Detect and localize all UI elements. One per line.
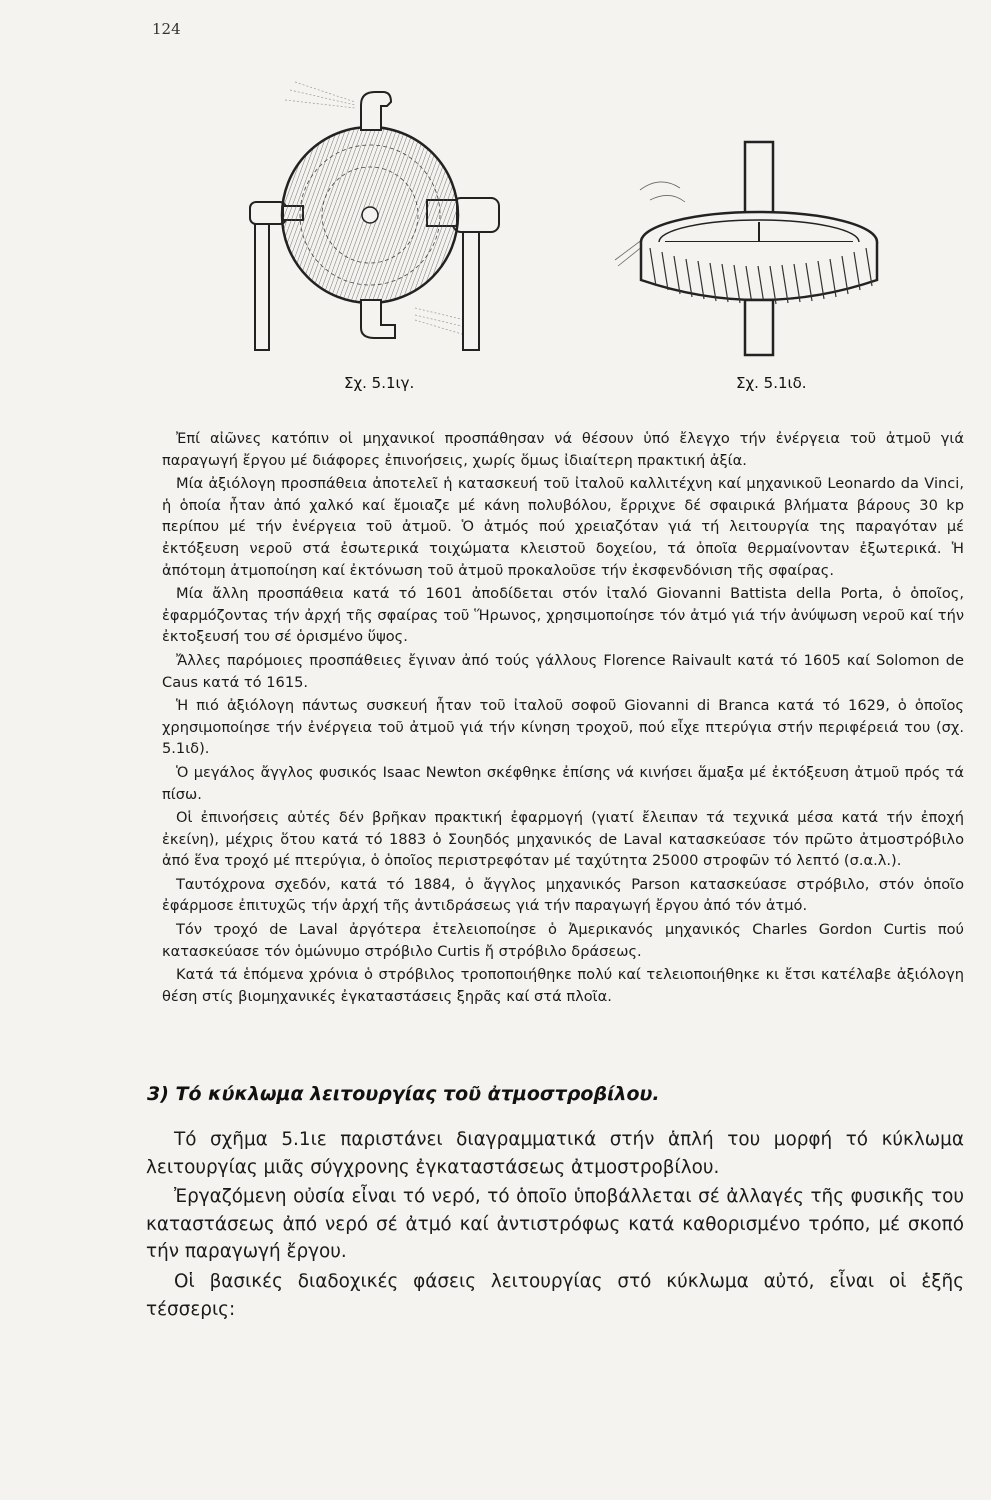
- paragraph: Μία ἄλλη προσπάθεια κατά τό 1601 ἀποδίδεται στόν ἰταλό Giovanni Battista della Porta, ὁ ὁποῖος, ἐφαρμόζοντας τήν ἀρχή τῆς σφαίρας τοῦ Ἥρωνος, χρησιμοποίησε τόν ἀτμό γιά τήν ἀνύψωση νεροῦ καί τήν ἐκτοξευσή του σέ ὁρισμένο ὕψος.: [162, 585, 964, 646]
- section-heading: 3) Τό κύκλωμα λειτουργίας τοῦ ἀτμοστροβίλου.: [147, 1083, 660, 1105]
- paragraph: Κατά τά ἑπόμενα χρόνια ὁ στρόβιλος τροποποιήθηκε πολύ καί τελειοποιήθηκε κι ἔτσι κατέλαβε ἀξιόλογη θέση στίς βιομηχανικές ἐγκαταστάσεις ξηρᾶς καί στά πλοῖα.: [162, 966, 964, 1005]
- intro-text: [162, 428, 964, 1009]
- page-number: 124: [152, 20, 181, 38]
- figure-caption: Σχ. 5.1ιδ.: [736, 374, 807, 392]
- figure-aeolipile: [235, 70, 535, 370]
- paragraph: Ἄλλες παρόμοιες προσπάθειες ἔγιναν ἀπό τούς γάλλους Florence Raivault κατά τό 1605 καί Solomon de Caus κατά τό 1615.: [162, 651, 964, 691]
- figure-caption: Σχ. 5.1ιγ.: [344, 374, 415, 392]
- section-text: [146, 1126, 964, 1325]
- paragraph: Τόν τροχό de Laval ἀργότερα ἐτελειοποίησε ὁ Ἀμερικανός μηχανικός Charles Gordon Curtis πού κατασκεύασε τόν ὁμώνυμο στρόβιλο Curtis ἤ στρόβιλο δράσεως.: [162, 921, 964, 960]
- paragraph: Ἐπί αἰῶνες κατόπιν οἱ μηχανικοί προσπάθησαν νά θέσουν ὑπό ἔλεγχο τήν ἐνέργεια τοῦ ἀτμοῦ γιά παραγωγή ἔργου μέ διάφορες ἐπινοήσεις, χωρίς ὅμως ἰδιαίτερη πρακτική ἀξία.: [162, 430, 964, 469]
- paragraph: Ἐργαζόμενη οὐσία εἶναι τό νερό, τό ὁποῖο ὑποβάλλεται σέ ἀλλαγές τῆς φυσικῆς του καταστάσεως ἀπό νερό σέ ἀτμό καί ἀντιστρόφως κατά καθορισμένο τρόπο, μέ σκοπό τήν παραγωγή ἔργου.: [146, 1186, 964, 1263]
- paragraph: Ἡ πιό ἀξιόλογη πάντως συσκευή ἦταν τοῦ ἰταλοῦ σοφοῦ Giovanni di Branca κατά τό 1629, ὁ ὁποῖος χρησιμοποίησε τήν ἐνέργεια τοῦ ἀτμοῦ γιά τήν κίνηση τροχοῦ, πού εἶχε πτερύγια στήν περιφέρειά του (σχ. 5.1ιδ).: [162, 697, 964, 758]
- figure-branca-wheel: [610, 130, 920, 370]
- paragraph: Μία ἀξιόλογη προσπάθεια ἀποτελεῖ ἡ κατασκευή τοῦ ἰταλοῦ καλλιτέχνη καί μηχανικοῦ Leonardo da Vinci, ἡ ὁποία ἦταν ἀπό χαλκό καί ἔμοιαζε μέ κάνη πολυβόλου, ἔρριχνε δέ σφαιρικά βλήματα βάρους 30 kp περίπου μέ τήν ἐνέργεια τοῦ ἀτμοῦ. Ὁ ἀτμός πού χρειαζόταν γιά τή λειτουργία της παραγόταν μέ ἐκτόξευση νεροῦ στά ἐσωτερικά τοιχώματα κλειστοῦ δοχείου, τά ὁποῖα θερμαίνονταν ἐξωτερικά. Ἡ ἀπότομη ἀτμοποίηση καί ἐκτόνωση τοῦ ἀτμοῦ προκαλοῦσε τήν ἐκσφενδόνιση τῆς σφαίρας.: [162, 475, 964, 579]
- paragraph: Τό σχῆμα 5.1ιε παριστάνει διαγραμματικά στήν ἁπλή του μορφή τό κύκλωμα λειτουργίας μιᾶς σύγχρονης ἐγκαταστάσεως ἀτμοστροβίλου.: [146, 1129, 964, 1178]
- paragraph: Οἱ βασικές διαδοχικές φάσεις λειτουργίας στό κύκλωμα αὐτό, εἶναι οἱ ἑξῆς τέσσερις:: [146, 1270, 964, 1320]
- paragraph: Οἱ ἐπινοήσεις αὐτές δέν βρῆκαν πρακτική ἐφαρμογή (γιατί ἔλειπαν τά τεχνικά μέσα κατά τήν ἐποχή ἐκείνη), μέχρις ὅτου κατά τό 1883 ὁ Σουηδός μηχανικός de Laval κατασκεύασε τόν πρῶτο ἀτμοστρόβιλο ἀπό ἕνα τροχό μέ πτερύγια, ὁ ὁποῖος περιστρεφόταν μέ ταχύτητα 25000 στροφῶν τό λεπτό (σ.α.λ.).: [162, 809, 964, 870]
- paragraph: Ταυτόχρονα σχεδόν, κατά τό 1884, ὁ ἄγγλος μηχανικός Parson κατασκεύασε στρόβιλο, στόν ὁποῖο ἐφάρμοσε ἐπιτυχῶς τήν ἀρχή τῆς ἀντιδράσεως γιά τήν παραγωγή ἔργου ἀπό τόν ἀτμό.: [162, 875, 964, 915]
- paragraph: Ὁ μεγάλος ἄγγλος φυσικός Isaac Newton σκέφθηκε ἐπίσης νά κινήσει ἅμαξα μέ ἐκτόξευση ἀτμοῦ πρός τά πίσω.: [162, 763, 964, 803]
